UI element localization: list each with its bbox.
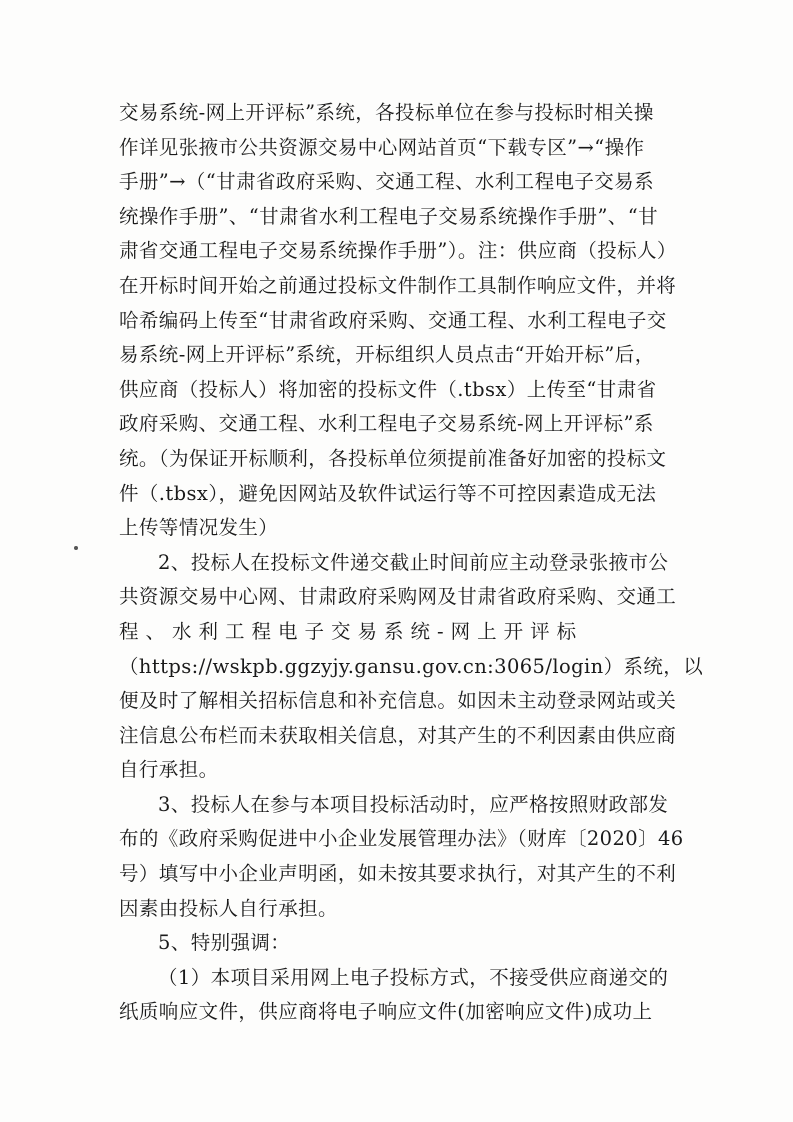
text-line: 统操作手册”、“甘肃省水利工程电子交易系统操作手册”、“甘 <box>119 204 658 228</box>
document-body <box>119 96 704 1030</box>
section-heading: 5、特别强调： <box>158 931 291 955</box>
text-line: 手册”→（“甘肃省政府采购、交通工程、水利工程电子交易系 <box>119 170 654 194</box>
text-line: 纸质响应文件，供应商将电子响应文件(加密响应文件)成功上 <box>119 1000 653 1024</box>
text-line: 共资源交易中心网、甘肃政府采购网及甘肃省政府采购、交通工 <box>119 585 677 609</box>
text-line: 布的《政府采购促进中小企业发展管理办法》（财库〔2020〕46 <box>119 827 684 851</box>
text-line: 作详见张掖市公共资源交易中心网站首页“下载专区”→“操作 <box>119 135 645 159</box>
text-line: 自行承担。 <box>119 758 219 782</box>
paragraph-item-5 <box>119 926 679 961</box>
text-line: 易系统-网上开评标”系统，开标组织人员点击“开始开标”后， <box>119 343 655 367</box>
text-line: 供应商（投标人）将加密的投标文件（.tbsx）上传至“甘肃省 <box>119 377 657 401</box>
text-line: 2、投标人在投标文件递交截止时间前应主动登录张掖市公 <box>158 550 669 574</box>
text-line: 肃省交通工程电子交易系统操作手册”）。注：供应商（投标人） <box>119 239 677 263</box>
text-line: 在开标时间开始之前通过投标文件制作工具制作响应文件，并将 <box>119 273 677 297</box>
paragraph-continuation <box>119 96 679 546</box>
text-line: 程 、 水 利 工 程 电 子 交 易 系 统 - 网 上 开 评 标 <box>119 619 577 643</box>
text-line: 号）填写中小企业声明函，如未按其要求执行，对其产生的不利 <box>119 862 677 886</box>
text-line: 3、投标人在参与本项目投标活动时，应严格按照财政部发 <box>158 792 669 816</box>
text-line: （1）本项目采用网上电子投标方式，不接受供应商递交的 <box>158 965 669 989</box>
paragraph-item-5-1 <box>119 961 679 1030</box>
text-line: 统。（为保证开标顺利，各投标单位须提前准备好加密的投标文 <box>119 446 667 470</box>
text-line: 政府采购、交通工程、水利工程电子交易系统-网上开评标”系 <box>119 412 654 436</box>
text-line: 交易系统-网上开评标”系统，各投标单位在参与投标时相关操 <box>119 101 654 124</box>
scan-dot-mark <box>74 546 78 550</box>
text-line: 因素由投标人自行承担。 <box>119 896 338 920</box>
text-line: 上传等情况发生） <box>119 516 279 540</box>
text-line: 注信息公布栏而未获取相关信息，对其产生的不利因素由供应商 <box>119 723 677 747</box>
url-line: （https://wskpb.ggzyjy.gansu.gov.cn:3065/login）系统，以 <box>119 654 704 678</box>
text-line: 哈希编码上传至“甘肃省政府采购、交通工程、水利工程电子交 <box>119 308 667 332</box>
text-line: 便及时了解相关招标信息和补充信息。如因未主动登录网站或关 <box>119 689 677 713</box>
paragraph-item-2 <box>119 546 704 788</box>
paragraph-item-3 <box>119 788 684 926</box>
text-line: 件（.tbsx），避免因网站及软件试运行等不可控因素造成无法 <box>119 481 657 505</box>
